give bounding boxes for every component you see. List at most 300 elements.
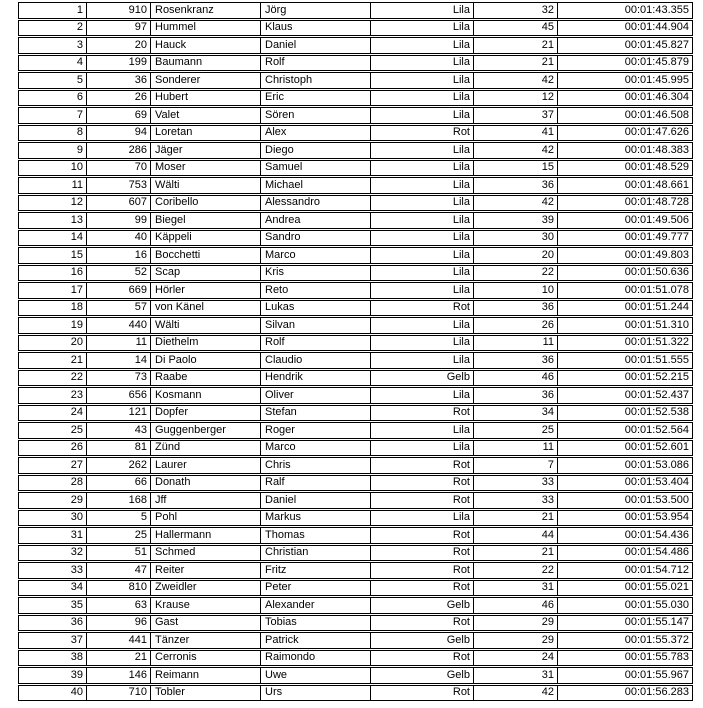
rank-cell: 3	[76, 38, 83, 51]
number-cell: 37	[473, 108, 557, 123]
bib-cell: 810	[86, 581, 150, 596]
last-name-cell: Moser	[150, 161, 260, 176]
number-cell: 22	[473, 266, 557, 281]
number-cell: 20	[473, 248, 557, 263]
bib-cell: 669	[86, 283, 150, 298]
first-name-cell: Ralf	[260, 476, 370, 491]
bib-cell: 36	[86, 73, 150, 88]
time-cell: 00:01:53.954	[557, 511, 692, 526]
first-name-cell: Rolf	[260, 336, 370, 351]
bib-cell: 69	[86, 108, 150, 123]
first-name-cell: Urs	[260, 686, 370, 701]
first-name-cell: Sandro	[260, 231, 370, 246]
time-cell: 00:01:51.078	[557, 283, 692, 298]
table-row	[18, 247, 693, 264]
table-row	[18, 510, 693, 527]
table-row	[18, 370, 693, 387]
rank-cell: 40	[70, 686, 83, 699]
number-cell: 44	[473, 528, 557, 543]
table-row	[18, 317, 693, 334]
last-name-cell: Jäger	[150, 143, 260, 158]
number-cell: 25	[473, 423, 557, 438]
first-name-cell: Jörg	[260, 3, 370, 18]
first-name-cell: Roger	[260, 423, 370, 438]
rank-cell: 31	[70, 528, 83, 541]
rank-cell: 18	[70, 301, 83, 314]
rank-cell: 13	[70, 213, 83, 226]
last-name-cell: Laurer	[150, 458, 260, 473]
time-cell: 00:01:52.437	[557, 388, 692, 403]
first-name-cell: Rolf	[260, 56, 370, 71]
time-cell: 00:01:56.283	[557, 686, 692, 701]
bib-cell: 47	[86, 563, 150, 578]
table-row	[18, 475, 693, 492]
number-cell: 7	[473, 458, 557, 473]
table-row	[18, 615, 693, 632]
category-cell: Gelb	[370, 371, 473, 386]
first-name-cell: Marco	[260, 248, 370, 263]
bib-cell: 40	[86, 231, 150, 246]
category-cell: Rot	[370, 581, 473, 596]
time-cell: 00:01:46.304	[557, 91, 692, 106]
rank-cell: 38	[70, 651, 83, 664]
category-cell: Rot	[370, 563, 473, 578]
time-cell: 00:01:55.967	[557, 668, 692, 683]
time-cell: 00:01:44.904	[557, 21, 692, 36]
number-cell: 36	[473, 178, 557, 193]
last-name-cell: Hummel	[150, 21, 260, 36]
table-row	[18, 230, 693, 247]
number-cell: 36	[473, 353, 557, 368]
first-name-cell: Alex	[260, 126, 370, 141]
category-cell: Lila	[370, 143, 473, 158]
first-name-cell: Raimondo	[260, 651, 370, 666]
first-name-cell: Silvan	[260, 318, 370, 333]
category-cell: Lila	[370, 3, 473, 18]
table-row	[18, 72, 693, 89]
time-cell: 00:01:55.021	[557, 581, 692, 596]
rank-cell: 36	[70, 616, 83, 629]
time-cell: 00:01:48.383	[557, 143, 692, 158]
rank-cell: 22	[70, 371, 83, 384]
bib-cell: 43	[86, 423, 150, 438]
number-cell: 15	[473, 161, 557, 176]
table-row	[18, 667, 693, 684]
first-name-cell: Samuel	[260, 161, 370, 176]
time-cell: 00:01:43.355	[557, 3, 692, 18]
last-name-cell: Hörler	[150, 283, 260, 298]
table-row	[18, 352, 693, 369]
last-name-cell: Jff	[150, 493, 260, 508]
last-name-cell: Dopfer	[150, 406, 260, 421]
rank-cell: 37	[70, 633, 83, 646]
time-cell: 00:01:48.728	[557, 196, 692, 211]
last-name-cell: Scap	[150, 266, 260, 281]
number-cell: 33	[473, 493, 557, 508]
time-cell: 00:01:54.486	[557, 546, 692, 561]
table-row	[18, 212, 693, 229]
table-row	[18, 160, 693, 177]
bib-cell: 11	[86, 336, 150, 351]
category-cell: Lila	[370, 388, 473, 403]
table-row	[18, 90, 693, 107]
bib-cell: 70	[86, 161, 150, 176]
bib-cell: 96	[86, 616, 150, 631]
last-name-cell: Kosmann	[150, 388, 260, 403]
last-name-cell: Tobler	[150, 686, 260, 701]
time-cell: 00:01:51.555	[557, 353, 692, 368]
rank-cell: 5	[76, 73, 83, 86]
rank-cell: 25	[70, 423, 83, 436]
first-name-cell: Alessandro	[260, 196, 370, 211]
table-row	[18, 37, 693, 54]
first-name-cell: Christoph	[260, 73, 370, 88]
time-cell: 00:01:52.564	[557, 423, 692, 438]
last-name-cell: Käppeli	[150, 231, 260, 246]
last-name-cell: Pohl	[150, 511, 260, 526]
bib-cell: 25	[86, 528, 150, 543]
category-cell: Lila	[370, 38, 473, 53]
bib-cell: 26	[86, 91, 150, 106]
category-cell: Lila	[370, 161, 473, 176]
bib-cell: 199	[86, 56, 150, 71]
time-cell: 00:01:54.712	[557, 563, 692, 578]
category-cell: Lila	[370, 318, 473, 333]
first-name-cell: Peter	[260, 581, 370, 596]
category-cell: Lila	[370, 283, 473, 298]
last-name-cell: Sonderer	[150, 73, 260, 88]
first-name-cell: Patrick	[260, 633, 370, 648]
rank-cell: 33	[70, 563, 83, 576]
category-cell: Gelb	[370, 633, 473, 648]
table-row	[18, 580, 693, 597]
rank-cell: 19	[70, 318, 83, 331]
bib-cell: 710	[86, 686, 150, 701]
category-cell: Rot	[370, 546, 473, 561]
category-cell: Lila	[370, 108, 473, 123]
number-cell: 33	[473, 476, 557, 491]
bib-cell: 63	[86, 598, 150, 613]
bib-cell: 146	[86, 668, 150, 683]
category-cell: Lila	[370, 231, 473, 246]
rank-cell: 17	[70, 283, 83, 296]
last-name-cell: Reimann	[150, 668, 260, 683]
rank-cell: 30	[70, 511, 83, 524]
time-cell: 00:01:49.777	[557, 231, 692, 246]
table-row	[18, 195, 693, 212]
rank-cell: 32	[70, 546, 83, 559]
last-name-cell: Hubert	[150, 91, 260, 106]
last-name-cell: Schmed	[150, 546, 260, 561]
category-cell: Lila	[370, 423, 473, 438]
rank-cell: 12	[70, 196, 83, 209]
time-cell: 00:01:45.995	[557, 73, 692, 88]
last-name-cell: Zweidler	[150, 581, 260, 596]
last-name-cell: von Känel	[150, 301, 260, 316]
rank-cell: 39	[70, 668, 83, 681]
bib-cell: 73	[86, 371, 150, 386]
number-cell: 11	[473, 336, 557, 351]
last-name-cell: Diethelm	[150, 336, 260, 351]
number-cell: 26	[473, 318, 557, 333]
time-cell: 00:01:45.879	[557, 56, 692, 71]
category-cell: Rot	[370, 126, 473, 141]
category-cell: Lila	[370, 213, 473, 228]
last-name-cell: Hauck	[150, 38, 260, 53]
rank-cell: 8	[76, 126, 83, 139]
last-name-cell: Zünd	[150, 441, 260, 456]
table-row	[18, 597, 693, 614]
bib-cell: 607	[86, 196, 150, 211]
bib-cell: 52	[86, 266, 150, 281]
rank-cell: 10	[70, 161, 83, 174]
category-cell: Lila	[370, 511, 473, 526]
first-name-cell: Tobias	[260, 616, 370, 631]
table-row	[18, 125, 693, 142]
bib-cell: 99	[86, 213, 150, 228]
time-cell: 00:01:52.601	[557, 441, 692, 456]
bib-cell: 440	[86, 318, 150, 333]
bib-cell: 286	[86, 143, 150, 158]
category-cell: Rot	[370, 651, 473, 666]
bib-cell: 168	[86, 493, 150, 508]
last-name-cell: Wälti	[150, 178, 260, 193]
rank-cell: 4	[76, 56, 83, 69]
last-name-cell: Bocchetti	[150, 248, 260, 263]
rank-cell: 16	[70, 266, 83, 279]
category-cell: Lila	[370, 353, 473, 368]
table-row	[18, 527, 693, 544]
number-cell: 12	[473, 91, 557, 106]
table-row	[18, 440, 693, 457]
first-name-cell: Oliver	[260, 388, 370, 403]
bib-cell: 656	[86, 388, 150, 403]
table-row	[18, 142, 693, 159]
last-name-cell: Biegel	[150, 213, 260, 228]
rank-cell: 26	[70, 441, 83, 454]
time-cell: 00:01:48.529	[557, 161, 692, 176]
table-row	[18, 562, 693, 579]
last-name-cell: Donath	[150, 476, 260, 491]
rank-cell: 27	[70, 458, 83, 471]
time-cell: 00:01:46.508	[557, 108, 692, 123]
time-cell: 00:01:48.661	[557, 178, 692, 193]
category-cell: Lila	[370, 178, 473, 193]
table-row	[18, 177, 693, 194]
number-cell: 41	[473, 126, 557, 141]
time-cell: 00:01:53.086	[557, 458, 692, 473]
last-name-cell: Gast	[150, 616, 260, 631]
table-row	[18, 492, 693, 509]
table-row	[18, 685, 693, 702]
time-cell: 00:01:49.803	[557, 248, 692, 263]
category-cell: Rot	[370, 528, 473, 543]
bib-cell: 66	[86, 476, 150, 491]
first-name-cell: Alexander	[260, 598, 370, 613]
first-name-cell: Daniel	[260, 493, 370, 508]
time-cell: 00:01:45.827	[557, 38, 692, 53]
rank-cell: 6	[76, 91, 83, 104]
category-cell: Rot	[370, 493, 473, 508]
first-name-cell: Andrea	[260, 213, 370, 228]
time-cell: 00:01:47.626	[557, 126, 692, 141]
number-cell: 21	[473, 511, 557, 526]
category-cell: Gelb	[370, 668, 473, 683]
table-row	[18, 20, 693, 37]
last-name-cell: Raabe	[150, 371, 260, 386]
bib-cell: 121	[86, 406, 150, 421]
table-row	[18, 282, 693, 299]
bib-cell: 20	[86, 38, 150, 53]
table-row	[18, 632, 693, 649]
category-cell: Rot	[370, 458, 473, 473]
first-name-cell: Michael	[260, 178, 370, 193]
time-cell: 00:01:51.310	[557, 318, 692, 333]
time-cell: 00:01:52.538	[557, 406, 692, 421]
number-cell: 39	[473, 213, 557, 228]
time-cell: 00:01:51.322	[557, 336, 692, 351]
time-cell: 00:01:54.436	[557, 528, 692, 543]
category-cell: Rot	[370, 406, 473, 421]
time-cell: 00:01:51.244	[557, 301, 692, 316]
last-name-cell: Coribello	[150, 196, 260, 211]
category-cell: Lila	[370, 91, 473, 106]
number-cell: 10	[473, 283, 557, 298]
category-cell: Rot	[370, 301, 473, 316]
time-cell: 00:01:49.506	[557, 213, 692, 228]
bib-cell: 51	[86, 546, 150, 561]
first-name-cell: Klaus	[260, 21, 370, 36]
number-cell: 34	[473, 406, 557, 421]
last-name-cell: Valet	[150, 108, 260, 123]
rank-cell: 15	[70, 248, 83, 261]
category-cell: Lila	[370, 21, 473, 36]
bib-cell: 81	[86, 441, 150, 456]
last-name-cell: Cerronis	[150, 651, 260, 666]
number-cell: 46	[473, 371, 557, 386]
number-cell: 21	[473, 38, 557, 53]
last-name-cell: Hallermann	[150, 528, 260, 543]
rank-cell: 21	[70, 353, 83, 366]
time-cell: 00:01:53.500	[557, 493, 692, 508]
category-cell: Lila	[370, 56, 473, 71]
category-cell: Rot	[370, 686, 473, 701]
number-cell: 42	[473, 196, 557, 211]
first-name-cell: Christian	[260, 546, 370, 561]
table-row	[18, 107, 693, 124]
rank-cell: 14	[70, 231, 83, 244]
first-name-cell: Stefan	[260, 406, 370, 421]
bib-cell: 5	[86, 511, 150, 526]
rank-cell: 1	[76, 3, 83, 16]
rank-cell: 11	[71, 178, 83, 191]
number-cell: 22	[473, 563, 557, 578]
bib-cell: 16	[86, 248, 150, 263]
bib-cell: 14	[86, 353, 150, 368]
bib-cell: 441	[86, 633, 150, 648]
bib-cell: 910	[86, 3, 150, 18]
category-cell: Gelb	[370, 598, 473, 613]
category-cell: Lila	[370, 196, 473, 211]
number-cell: 32	[473, 3, 557, 18]
bib-cell: 262	[86, 458, 150, 473]
first-name-cell: Hendrik	[260, 371, 370, 386]
first-name-cell: Markus	[260, 511, 370, 526]
number-cell: 31	[473, 581, 557, 596]
category-cell: Lila	[370, 336, 473, 351]
first-name-cell: Chris	[260, 458, 370, 473]
table-row	[18, 457, 693, 474]
category-cell: Rot	[370, 476, 473, 491]
table-row	[18, 387, 693, 404]
time-cell: 00:01:55.372	[557, 633, 692, 648]
table-row	[18, 300, 693, 317]
rank-cell: 28	[70, 476, 83, 489]
first-name-cell: Daniel	[260, 38, 370, 53]
category-cell: Lila	[370, 73, 473, 88]
rank-cell: 29	[70, 493, 83, 506]
first-name-cell: Marco	[260, 441, 370, 456]
table-row	[18, 405, 693, 422]
time-cell: 00:01:53.404	[557, 476, 692, 491]
first-name-cell: Diego	[260, 143, 370, 158]
number-cell: 24	[473, 651, 557, 666]
table-row	[18, 650, 693, 667]
number-cell: 42	[473, 73, 557, 88]
last-name-cell: Baumann	[150, 56, 260, 71]
first-name-cell: Lukas	[260, 301, 370, 316]
number-cell: 29	[473, 616, 557, 631]
first-name-cell: Claudio	[260, 353, 370, 368]
bib-cell: 21	[86, 651, 150, 666]
category-cell: Lila	[370, 441, 473, 456]
number-cell: 36	[473, 301, 557, 316]
results-table	[18, 2, 693, 701]
rank-cell: 35	[70, 598, 83, 611]
first-name-cell: Eric	[260, 91, 370, 106]
last-name-cell: Tänzer	[150, 633, 260, 648]
table-row	[18, 2, 693, 19]
category-cell: Lila	[370, 248, 473, 263]
rank-cell: 9	[76, 143, 83, 156]
first-name-cell: Kris	[260, 266, 370, 281]
number-cell: 21	[473, 546, 557, 561]
number-cell: 36	[473, 388, 557, 403]
time-cell: 00:01:50.636	[557, 266, 692, 281]
table-row	[18, 545, 693, 562]
first-name-cell: Uwe	[260, 668, 370, 683]
last-name-cell: Loretan	[150, 126, 260, 141]
time-cell: 00:01:55.147	[557, 616, 692, 631]
bib-cell: 753	[86, 178, 150, 193]
table-row	[18, 265, 693, 282]
first-name-cell: Fritz	[260, 563, 370, 578]
bib-cell: 94	[86, 126, 150, 141]
last-name-cell: Reiter	[150, 563, 260, 578]
bib-cell: 97	[86, 21, 150, 36]
last-name-cell: Krause	[150, 598, 260, 613]
last-name-cell: Guggenberger	[150, 423, 260, 438]
number-cell: 30	[473, 231, 557, 246]
time-cell: 00:01:55.783	[557, 651, 692, 666]
time-cell: 00:01:55.030	[557, 598, 692, 613]
table-row	[18, 335, 693, 352]
number-cell: 42	[473, 143, 557, 158]
rank-cell: 7	[76, 108, 83, 121]
number-cell: 21	[473, 56, 557, 71]
rank-cell: 34	[70, 581, 83, 594]
number-cell: 29	[473, 633, 557, 648]
